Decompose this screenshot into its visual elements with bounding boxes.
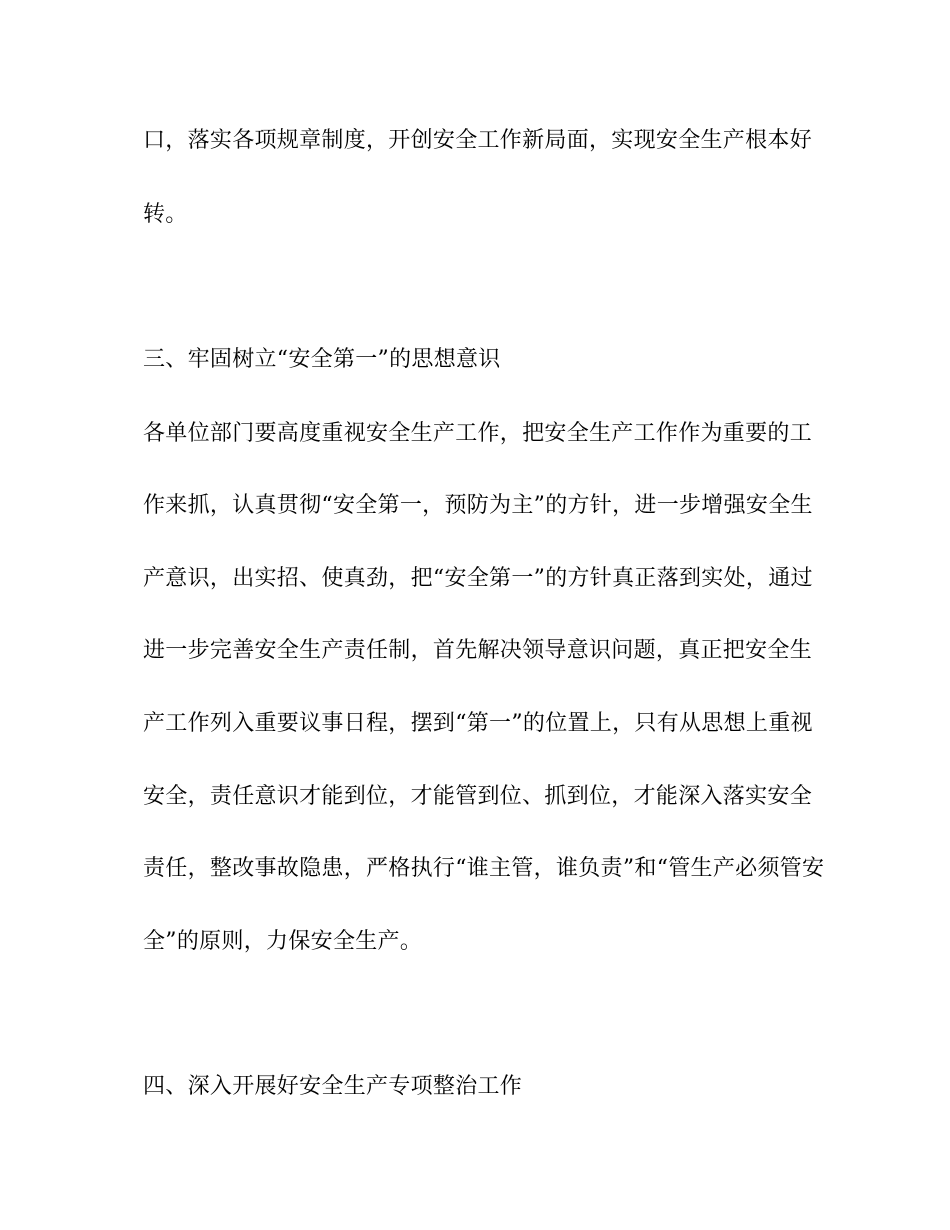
paragraph-line: 产工作列入重要议事日程，摆到“第一”的位置上，只有从思想上重视 bbox=[143, 711, 813, 736]
paragraph-line: 全”的原则，力保安全生产。 bbox=[143, 929, 423, 954]
paragraph-line: 各单位部门要高度重视安全生产工作，把安全生产工作作为重要的工 bbox=[143, 421, 813, 446]
paragraph-line: 产意识，出实招、使真劲，把“安全第一”的方针真正落到实处，通过 bbox=[143, 566, 813, 591]
paragraph-line: 口，落实各项规章制度，开创安全工作新局面，实现安全生产根本好 bbox=[143, 128, 813, 153]
paragraph-line: 转。 bbox=[143, 202, 188, 227]
section-heading-4: 四、深入开展好安全生产专项整治工作 bbox=[143, 1074, 523, 1099]
section-heading-3: 三、牢固树立“安全第一”的思想意识 bbox=[143, 347, 501, 372]
paragraph-line: 作来抓，认真贯彻“安全第一，预防为主”的方针，进一步增强安全生 bbox=[143, 493, 813, 518]
paragraph-line: 责任，整改事故隐患，严格执行“谁主管，谁负责”和“管生产必须管安 bbox=[143, 856, 825, 881]
paragraph-line: 进一步完善安全生产责任制，首先解决领导意识问题，真正把安全生 bbox=[143, 638, 813, 663]
paragraph-line: 安全，责任意识才能到位，才能管到位、抓到位，才能深入落实安全 bbox=[143, 784, 813, 809]
